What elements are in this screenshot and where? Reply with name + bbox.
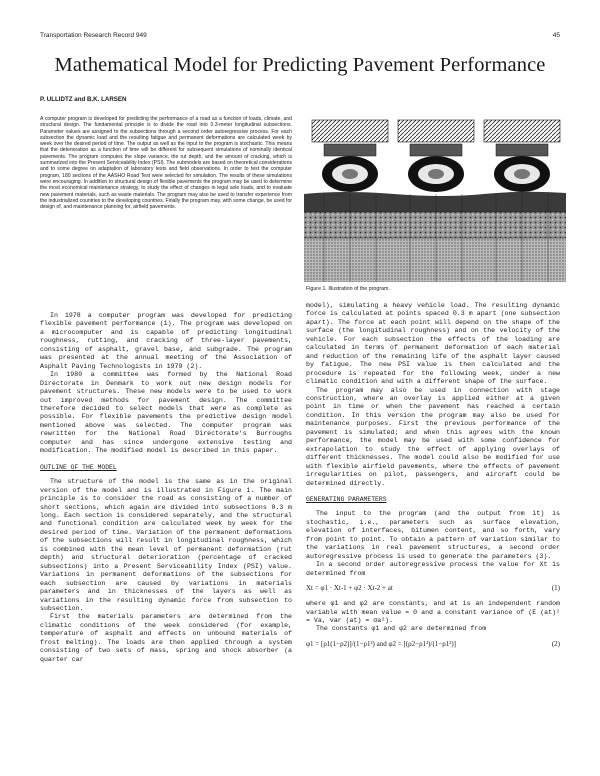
generating-paragraph-1: The input to the program (and the output from it) is stochastic, i.e., parameters such as surface elevation, elevation of interfaces, bitumen content, and so forth, vary from point to point. To obtain a pattern of variation similar to the variations in real pavement structures, a second order autoregressive process is used to generate the parameters (3). (306, 510, 560, 560)
wheel-middle (408, 144, 464, 192)
figure-illustration (304, 116, 566, 282)
figure-caption: Figure 1. Illustration of the program. (306, 286, 390, 292)
section-heading-generating: GENERATING PARAMETERS (306, 495, 387, 503)
equation-1-number: (1) (551, 584, 560, 593)
abstract: A computer program is developed for predicting the performance of a road as a function of loads, climate, and structural design. The fundamental principle is to divide the road into 0.3-meter longitudinal subsections. Parameter values are assigned to the subsections through a second order autoregressive process. For each subsection the dynamic load and the resulting fatigue and permanent deformations are calculated week by week over the desired period of time. The output as well as the input to the program is stochastic. This means that the deterioration as a function of time will be different for subsequent simulations of nominally identical pavements. The program computes the slope variance, the rut depth, and the amount of cracking, which is summarized into the Present Serviceability Index (PSI). The submodels are based on theoretical considerations and to some degree on adaptation of laboratory tests and field observations. In order to test the computer program, 180 sections of the AASHO Road Test were selected for simulation. The results of these simulations were encouraging. In addition to structural design of flexible pavements the program may be used to determine the most economical maintenance strategy, to study the effect of changes in legal axle loads, and to evaluate new pavement materials, such as waste materials. The program may also be used to transfer experience from the industrialized countries to the developing countries. Finally the program may, with some change, be used for design of, and maintenance planning for, airfield pavements. (40, 116, 292, 211)
equation-1-body: Xt = φ1 · Xt-1 + φ2 · Xt-2 + at (306, 584, 393, 593)
surface-block-middle (398, 120, 474, 142)
page-number: 45 (552, 32, 560, 39)
intro-paragraph-1: In 1978 a computer program was developed for predicting flexible pavement performance (1). The program was developed on a microcomputer and is capable of predicting longitudinal roughness, rutting, and cracking of three-layer pavements, consisting of asphalt, gravel base, and subgrade. The program was presented at the annual meeting of the Association of Asphalt Paving Technologists in 1979 (2). (40, 312, 292, 370)
column-right (306, 302, 560, 656)
wheel-left (322, 144, 378, 192)
pavement-layers (304, 192, 566, 282)
generating-paragraph-3: where φ1 and φ2 are constants, and at is an independent random variable with mean value = 0 and a constant variance of (E (at)² = Va, var (at) = σa²). (306, 600, 560, 624)
equation-2 (306, 640, 560, 649)
surface-block-left (312, 120, 388, 142)
equation-2-body: φ1 = [ρ1(1−ρ2)]/(1−ρ1²) and φ2 = [(ρ2−ρ1²)/(1−ρ1²)] (306, 639, 456, 648)
wheel-right (494, 144, 550, 192)
outline-paragraph-2: First the materials parameters are determined from the climatic conditions of the week considered (for example, temperature of asphalt and effects on unbound materials of frost melting). The loads are then applied through a system consisting of two sets of mass, spring and shock absorber (a quarter car (40, 613, 292, 663)
intro-paragraph-2: In 1980 a committee was formed by the National Road Directorate in Denmark to work out new design models for pavement structures. These new models were to be used to work out improved methods for pavement design. The committee therefore decided to select models that were as complete as possible. For flexible pavements the predictive design model mentioned above was selected. The computer program was rewritten for the National Road Directorate's Burroughs computer and has since undergone extensive testing and modification. The modified model is described in this paper. (40, 371, 292, 455)
equation-2-number: (2) (551, 639, 560, 648)
continued-paragraph-1: model), simulating a heavy vehicle load. The resulting dynamic force is calculated at points spaced 0.3 m apart (one subsection apart). The force at each point will depend on the shape of the surface (the longitudinal roughness) and on the velocity of the vehicle. For each subsection the effects of the loading are calculated in terms of permanent deformation of each material and reduction of the remaining life of the asphalt layer caused by fatigue. The new PSI value is then calculated and the procedure is repeated for the following week, under a new climatic condition and with a different shape of the surface. (306, 302, 560, 386)
paper-title: Mathematical Model for Predicting Pavement Performance (54, 54, 546, 76)
continued-paragraph-2: The program may also be used in connection with stage construction, where an overlay is applied either at a given point in time or when the pavement has reached a certain condition. In this version the program may also be used for maintenance purposes. First the previous performance of the pavement is simulated; and when this agrees with the known performance, the model may be used with some confidence for extrapolation to study the effect of applying overlays of different thicknesses. The model could also be modified for use with flexible airfield pavements, where the effects of pavement irregularities on pilot, passengers, and aircraft could be determined directly. (306, 386, 560, 487)
generating-paragraph-4: The constants φ1 and φ2 are determined from (316, 625, 487, 633)
authors: P. ULLIDTZ and B.K. LARSEN (40, 96, 127, 103)
equation-1 (306, 584, 560, 593)
column-left (40, 312, 292, 664)
outline-paragraph-1: The structure of the model is the same as in the original version of the model and is illustrated in Figure 1. The main principle is to consider the road as consisting of a number of short sections, which again are divided into subsections 0.3 m long. Each section is considered separately, and the structural and functional condition are calculated week by week for the desired period of time. Variation of the permanent deformations of the subsections will result in longitudinal roughness, which is combined with the mean level of permanent deformation (rut depth) and structural deterioration (percentage of cracked subsections) into a Present Serviceability Index (PSI) value. Variations in permanent deformations of the subsections for each subsection are caused by variations in materials parameters and in thicknesses of the layers as well as variations in the resulting dynamic force from subsection to subsection. (40, 478, 292, 612)
journal-header: Transportation Research Record 949 (40, 32, 147, 39)
section-heading-outline: OUTLINE OF THE MODEL (40, 463, 117, 471)
surface-block-right (484, 120, 560, 142)
generating-paragraph-2: In a second order autoregressive process the value for Xt is determined from (306, 561, 560, 577)
